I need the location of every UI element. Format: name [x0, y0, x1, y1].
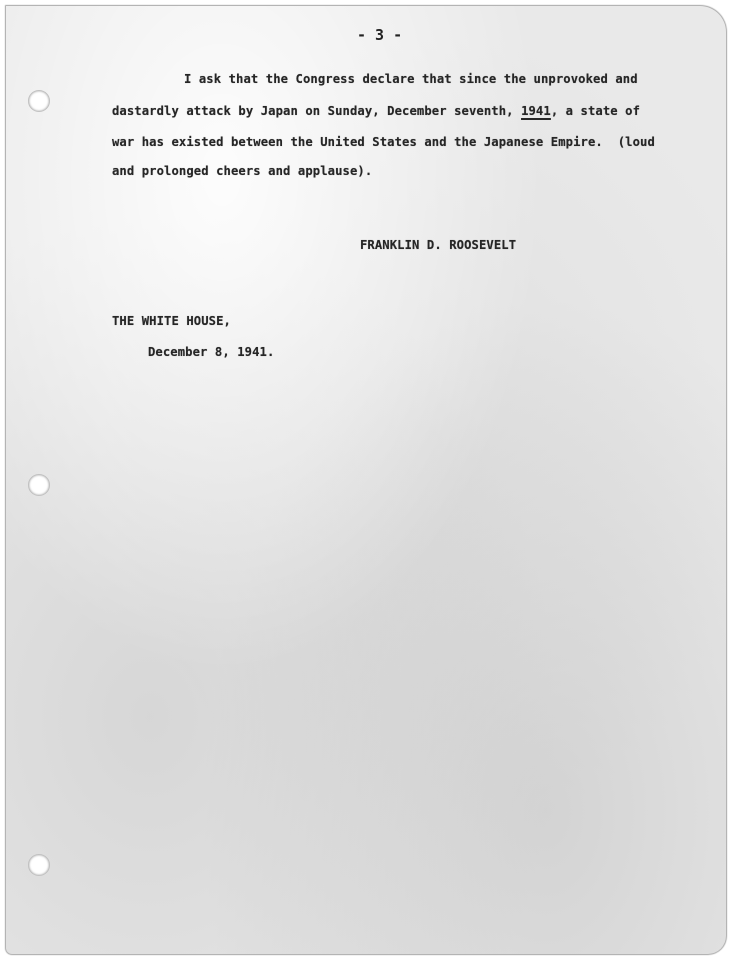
closing-place: THE WHITE HOUSE, [112, 314, 231, 328]
page-number: - 3 - [357, 26, 403, 44]
punch-hole [28, 474, 50, 496]
signature: FRANKLIN D. ROOSEVELT [360, 238, 517, 252]
body-line-2 [112, 104, 640, 118]
body-line-2-start: dastardly attack by Japan on Sunday, December seventh, [112, 104, 522, 118]
closing-date: December 8, 1941. [148, 345, 275, 359]
body-line-3: war has existed between the United States and the Japanese Empire. (loud [112, 135, 655, 149]
body-line-4: and prolonged cheers and applause). [112, 164, 373, 178]
punch-hole [28, 854, 50, 876]
body-line-2-end: , a state of [550, 104, 641, 118]
body-line-1: I ask that the Congress declare that since the unprovoked and [184, 72, 638, 86]
underlined-year: 1941 [521, 104, 551, 118]
punch-hole [28, 90, 50, 112]
